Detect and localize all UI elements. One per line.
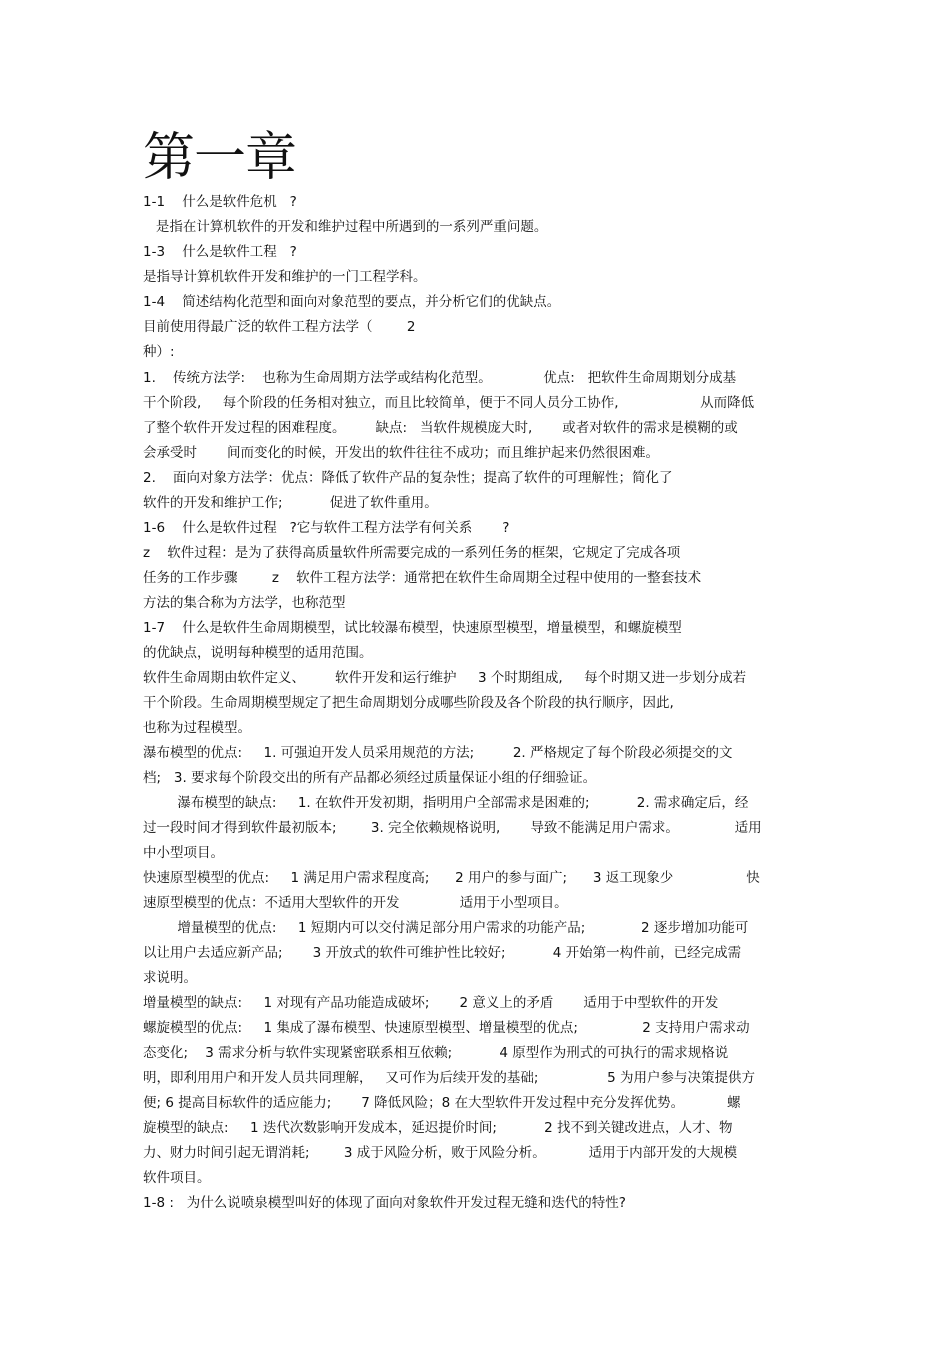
- text-line: 1-6 什么是软件过程 ?它与软件工程方法学有何关系 ?: [143, 520, 510, 536]
- text-line: 软件项目。: [143, 1170, 211, 1186]
- chapter-title: 第一章: [143, 128, 297, 188]
- text-line: 1-7 什么是软件生命周期模型，试比较瀑布模型，快速原型模型，增量模型，和螺旋模型: [143, 620, 682, 636]
- text-line: 求说明。: [143, 970, 197, 986]
- text-line: 是指导计算机软件开发和维护的一门工程学科。: [143, 269, 427, 285]
- text-line: 力、财力时间引起无谓消耗; 3 成于风险分析，败于风险分析。 适用于内部开发的大规模: [143, 1145, 738, 1161]
- text-line: 快速原型模型的优点: 1 满足用户需求程度高; 2 用户的参与面广; 3 返工现象少 快: [143, 870, 760, 886]
- text-line: 2. 面向对象方法学：优点：降低了软件产品的复杂性；提高了软件的可理解性；简化了: [143, 470, 673, 486]
- text-line: 档; 3. 要求每个阶段交出的所有产品都必须经过质量保证小组的仔细验证。: [143, 770, 597, 786]
- text-line: 螺旋模型的优点: 1 集成了瀑布模型、快速原型模型、增量模型的优点; 2 支持用户需求动: [143, 1020, 750, 1036]
- text-line: 1-8 : 为什么说喷泉模型叫好的体现了面向对象软件开发过程无缝和迭代的特性?: [143, 1195, 626, 1211]
- text-line: 种）:: [143, 344, 175, 360]
- text-line: 1-4 简述结构化范型和面向对象范型的要点，并分析它们的优缺点。: [143, 294, 561, 310]
- text-line: 态变化; 3 需求分析与软件实现紧密联系相互依赖; 4 原型作为刑式的可执行的需求规格说: [143, 1045, 729, 1061]
- text-line: 方法的集合称为方法学，也称范型: [143, 595, 346, 611]
- text-line: 1-3 什么是软件工程 ?: [143, 244, 297, 260]
- text-line: 会承受时 间而变化的时候，开发出的软件往往不成功；而且维护起来仍然很困难。: [143, 445, 660, 461]
- text-line: 软件的开发和维护工作; 促进了软件重用。: [143, 495, 438, 511]
- text-line: 速原型模型的优点：不适用大型软件的开发 适用于小型项目。: [143, 895, 568, 911]
- text-line: 瀑布模型的缺点: 1. 在软件开发初期，指明用户全部需求是困难的; 2. 需求确定后，经: [143, 795, 749, 811]
- text-line: 目前使用得最广泛的软件工程方法学（ 2: [143, 319, 416, 335]
- text-line: 明，即利用用户和开发人员共同理解， 又可作为后续开发的基础; 5 为用户参与决策提供方: [143, 1070, 755, 1086]
- text-line: 干个阶段, 每个阶段的任务相对独立，而且比较简单，便于不同人员分工协作, 从而降低: [143, 395, 755, 411]
- text-line: 软件生命周期由软件定义、 软件开发和运行维护 3 个时期组成, 每个时期又进一步划分成若: [143, 670, 747, 686]
- text-line: z 软件过程：是为了获得高质量软件所需要完成的一系列任务的框架，它规定了完成各项: [143, 545, 681, 561]
- text-line: 中小型项目。: [143, 845, 224, 861]
- text-line: 增量模型的优点: 1 短期内可以交付满足部分用户需求的功能产品; 2 逐步增加功能可: [143, 920, 749, 936]
- text-line: 瀑布模型的优点: 1. 可强迫开发人员采用规范的方法; 2. 严格规定了每个阶段必须提交的文: [143, 745, 733, 761]
- text-line: 增量模型的缺点: 1 对现有产品功能造成破坏; 2 意义上的矛盾 适用于中型软件的开发: [143, 995, 719, 1011]
- text-line: 的优缺点，说明每种模型的适用范围。: [143, 645, 373, 661]
- text-line: 1-1 什么是软件危机 ?: [143, 194, 297, 210]
- text-line: 干个阶段。生命周期模型规定了把生命周期划分成哪些阶段及各个阶段的执行顺序，因此,: [143, 695, 674, 711]
- text-line: 旋模型的缺点: 1 迭代次数影响开发成本，延迟提价时间; 2 找不到关键改进点，人才、物: [143, 1120, 733, 1136]
- text-line: 了整个软件开发过程的困难程度。 缺点: 当软件规模庞大时, 或者对软件的需求是模糊的或: [143, 420, 738, 436]
- text-line: 以让用户去适应新产品; 3 开放式的软件可维护性比较好; 4 开始第一构件前，已经完成需: [143, 945, 742, 961]
- text-line: 是指在计算机软件的开发和维护过程中所遇到的一系列严重问题。: [143, 219, 548, 235]
- text-line: 便; 6 提高目标软件的适应能力; 7 降低风险；8 在大型软件开发过程中充分发挥优势。 螺: [143, 1095, 741, 1111]
- text-line: 1. 传统方法学: 也称为生命周期方法学或结构化范型。 优点: 把软件生命周期划分成基: [143, 370, 737, 386]
- text-line: 任务的工作步骤 z 软件工程方法学：通常把在软件生命周期全过程中使用的一整套技术: [143, 570, 702, 586]
- text-line: 过一段时间才得到软件最初版本; 3. 完全依赖规格说明, 导致不能满足用户需求。 适用: [143, 820, 762, 836]
- text-line: 也称为过程模型。: [143, 720, 251, 736]
